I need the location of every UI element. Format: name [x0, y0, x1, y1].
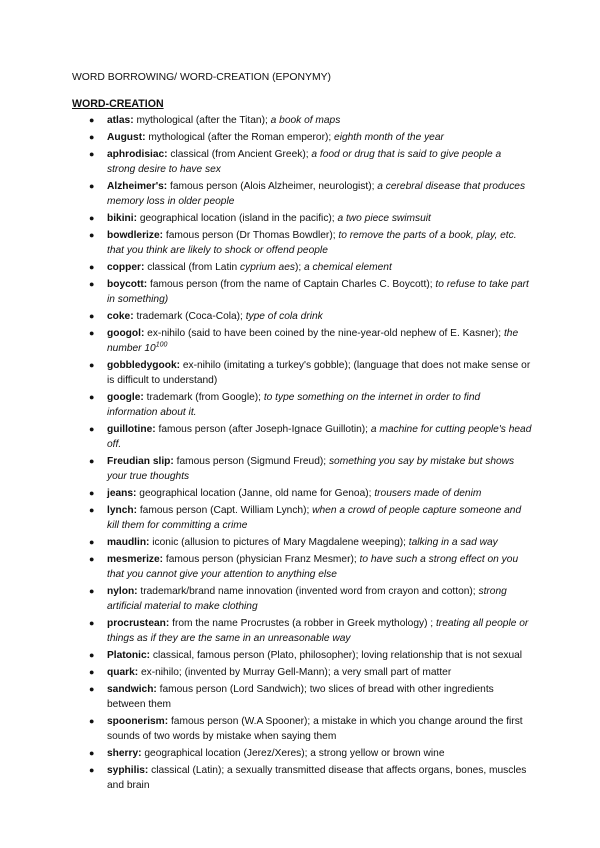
entry-origin: famous person (Sigmund Freud);: [173, 456, 329, 467]
entry-term: lynch:: [107, 505, 138, 516]
list-item: [72, 552, 532, 582]
entry-origin: classical (Latin); a sexually transmitted disease that affects organs, bones, muscles and brain: [107, 765, 527, 791]
bullet-icon: ●: [89, 765, 95, 775]
entry-origin: trademark/brand name innovation (invented word from crayon and cotton);: [137, 586, 479, 597]
list-item: [72, 358, 532, 388]
entry-term: google:: [107, 392, 144, 403]
entry-term: August:: [107, 132, 146, 143]
section-heading: WORD-CREATION: [72, 98, 164, 110]
bullet-icon: ●: [89, 456, 95, 466]
entry-origin: famous person (after Joseph-Ignace Guillotin);: [155, 424, 371, 435]
entry-term: quark:: [107, 667, 139, 678]
entry-origin: trademark (from Google);: [143, 392, 264, 403]
entry-definition: to remove the parts of a book, play, etc. that you think are likely to shock or offend people: [107, 230, 517, 256]
bullet-icon: ●: [89, 650, 95, 660]
list-item: [72, 179, 532, 209]
entry-term: mesmerize:: [107, 554, 164, 565]
entry-origin: geographical location (island in the pacific);: [137, 213, 338, 224]
entry-term: spoonerism:: [107, 716, 169, 727]
entry-term: sandwich:: [107, 684, 157, 695]
entry-origin-after: );: [294, 262, 305, 273]
bullet-icon: ●: [89, 115, 95, 125]
list-item: [72, 616, 532, 646]
entry-origin: famous person (Alois Alzheimer, neurologist);: [167, 181, 378, 192]
entry-origin: iconic (allusion to pictures of Mary Magdalene weeping);: [149, 537, 409, 548]
list-item: [72, 113, 532, 128]
list-item: [72, 326, 532, 356]
entry-term: gobbledygook:: [107, 360, 181, 371]
document-page: [72, 70, 532, 795]
list-item: [72, 682, 532, 712]
entry-definition-superscript: 100: [155, 341, 168, 349]
entry-term: boycott:: [107, 279, 148, 290]
entry-definition: a chemical element: [304, 262, 392, 273]
bullet-icon: ●: [89, 360, 95, 370]
list-item: [72, 130, 532, 145]
bullet-icon: ●: [89, 748, 95, 758]
entry-term: coke:: [107, 311, 134, 322]
entry-origin: mythological (after the Roman emperor);: [145, 132, 335, 143]
list-item: [72, 714, 532, 744]
entry-origin: from the name Procrustes (a robber in Greek mythology) ;: [169, 618, 436, 629]
bullet-icon: ●: [89, 181, 95, 191]
entry-definition: to type something on the internet in order to find information about it.: [107, 392, 481, 418]
bullet-icon: ●: [89, 716, 95, 726]
bullet-icon: ●: [89, 311, 95, 321]
bullet-icon: ●: [89, 537, 95, 547]
entry-term: nylon:: [107, 586, 138, 597]
bullet-icon: ●: [89, 684, 95, 694]
bullet-icon: ●: [89, 392, 95, 402]
list-item: [72, 584, 532, 614]
entry-term: copper:: [107, 262, 145, 273]
list-item: [72, 665, 532, 680]
entry-definition: the number 10: [107, 328, 519, 354]
bullet-icon: ●: [89, 149, 95, 159]
entry-definition: to refuse to take part in something): [107, 279, 529, 305]
entry-term: procrustean:: [107, 618, 170, 629]
bullet-icon: ●: [89, 262, 95, 272]
list-item: [72, 309, 532, 324]
entry-definition: type of cola drink: [245, 311, 323, 322]
bullet-icon: ●: [89, 230, 95, 240]
entry-term: aphrodisiac:: [107, 149, 168, 160]
entry-definition: a two piece swimsuit: [337, 213, 431, 224]
entry-term: Alzheimer's:: [107, 181, 168, 192]
entry-origin: trademark (Coca-Cola);: [133, 311, 246, 322]
bullet-icon: ●: [89, 328, 95, 338]
list-item: [72, 535, 532, 550]
entry-definition: a cerebral disease that produces memory loss in older people: [107, 181, 526, 207]
bullet-icon: ●: [89, 505, 95, 515]
entry-term: sherry:: [107, 748, 142, 759]
entry-definition: eighth month of the year: [334, 132, 444, 143]
list-item: [72, 277, 532, 307]
entry-origin: classical (from Latin: [144, 262, 241, 273]
entry-origin: ex-nihilo; (invented by Murray Gell-Mann); a very small part of matter: [138, 667, 452, 678]
entry-term: googol:: [107, 328, 145, 339]
entry-definition: talking in a sad way: [408, 537, 498, 548]
entry-origin: ex-nihilo (imitating a turkey's gobble); (language that does not make sense or is difficult to understand): [107, 360, 531, 386]
list-item: [72, 228, 532, 258]
entry-definition: to have such a strong effect on you that you cannot give your attention to anything else: [107, 554, 519, 580]
entry-list: [72, 113, 532, 793]
entry-term: syphilis:: [107, 765, 149, 776]
entry-origin: mythological (after the Titan);: [133, 115, 271, 126]
list-item: [72, 211, 532, 226]
list-item: [72, 503, 532, 533]
bullet-icon: ●: [89, 424, 95, 434]
entry-origin: famous person (Lord Sandwich); two slices of bread with other ingredients between them: [107, 684, 494, 710]
entry-definition: when a crowd of people capture someone and kill them for committing a crime: [107, 505, 522, 531]
entry-term: bowdlerize:: [107, 230, 164, 241]
bullet-icon: ●: [89, 586, 95, 596]
list-item: [72, 486, 532, 501]
bullet-icon: ●: [89, 618, 95, 628]
entry-term: Freudian slip:: [107, 456, 174, 467]
list-item: [72, 648, 532, 663]
entry-origin: famous person (physician Franz Mesmer);: [163, 554, 360, 565]
entry-definition: a food or drug that is said to give people a strong desire to have sex: [107, 149, 502, 175]
entry-term: maudlin:: [107, 537, 150, 548]
list-item: [72, 746, 532, 761]
bullet-icon: ●: [89, 132, 95, 142]
entry-origin-italic: cyprium aes: [240, 262, 295, 273]
entry-term: bikini:: [107, 213, 137, 224]
bullet-icon: ●: [89, 213, 95, 223]
bullet-icon: ●: [89, 667, 95, 677]
entry-term: jeans:: [107, 488, 137, 499]
entry-origin: famous person (from the name of Captain Charles C. Boycott);: [147, 279, 436, 290]
bullet-icon: ●: [89, 488, 95, 498]
entry-definition: a book of maps: [270, 115, 341, 126]
entry-origin: geographical location (Jerez/Xeres); a strong yellow or brown wine: [141, 748, 445, 759]
entry-origin: famous person (Dr Thomas Bowdler);: [163, 230, 339, 241]
list-item: [72, 454, 532, 484]
entry-origin: famous person (Capt. William Lynch);: [137, 505, 313, 516]
entry-origin: famous person (W.A Spooner); a mistake in which you change around the first sounds of two words by mistake when saying them: [107, 716, 523, 742]
list-item: [72, 390, 532, 420]
list-item: [72, 260, 532, 275]
entry-definition: a machine for cutting people's head off.: [107, 424, 532, 450]
entry-definition: something you say by mistake but shows your true thoughts: [107, 456, 515, 482]
document-title: WORD BORROWING/ WORD-CREATION (EPONYMY): [72, 72, 331, 83]
list-item: [72, 763, 532, 793]
entry-origin: classical, famous person (Plato, philosopher); loving relationship that is not sexual: [150, 650, 523, 661]
entry-term: Platonic:: [107, 650, 151, 661]
entry-definition: trousers made of denim: [374, 488, 482, 499]
entry-definition: treating all people or things as if they are the same in an unreasonable way: [107, 618, 529, 644]
list-item: [72, 422, 532, 452]
entry-term: guillotine:: [107, 424, 156, 435]
entry-definition: strong artificial material to make clothing: [107, 586, 507, 612]
bullet-icon: ●: [89, 554, 95, 564]
entry-term: atlas:: [107, 115, 134, 126]
entry-origin: geographical location (Janne, old name for Genoa);: [136, 488, 375, 499]
entry-origin: ex-nihilo (said to have been coined by the nine-year-old nephew of E. Kasner);: [144, 328, 504, 339]
entry-origin: classical (from Ancient Greek);: [167, 149, 312, 160]
list-item: [72, 147, 532, 177]
bullet-icon: ●: [89, 279, 95, 289]
